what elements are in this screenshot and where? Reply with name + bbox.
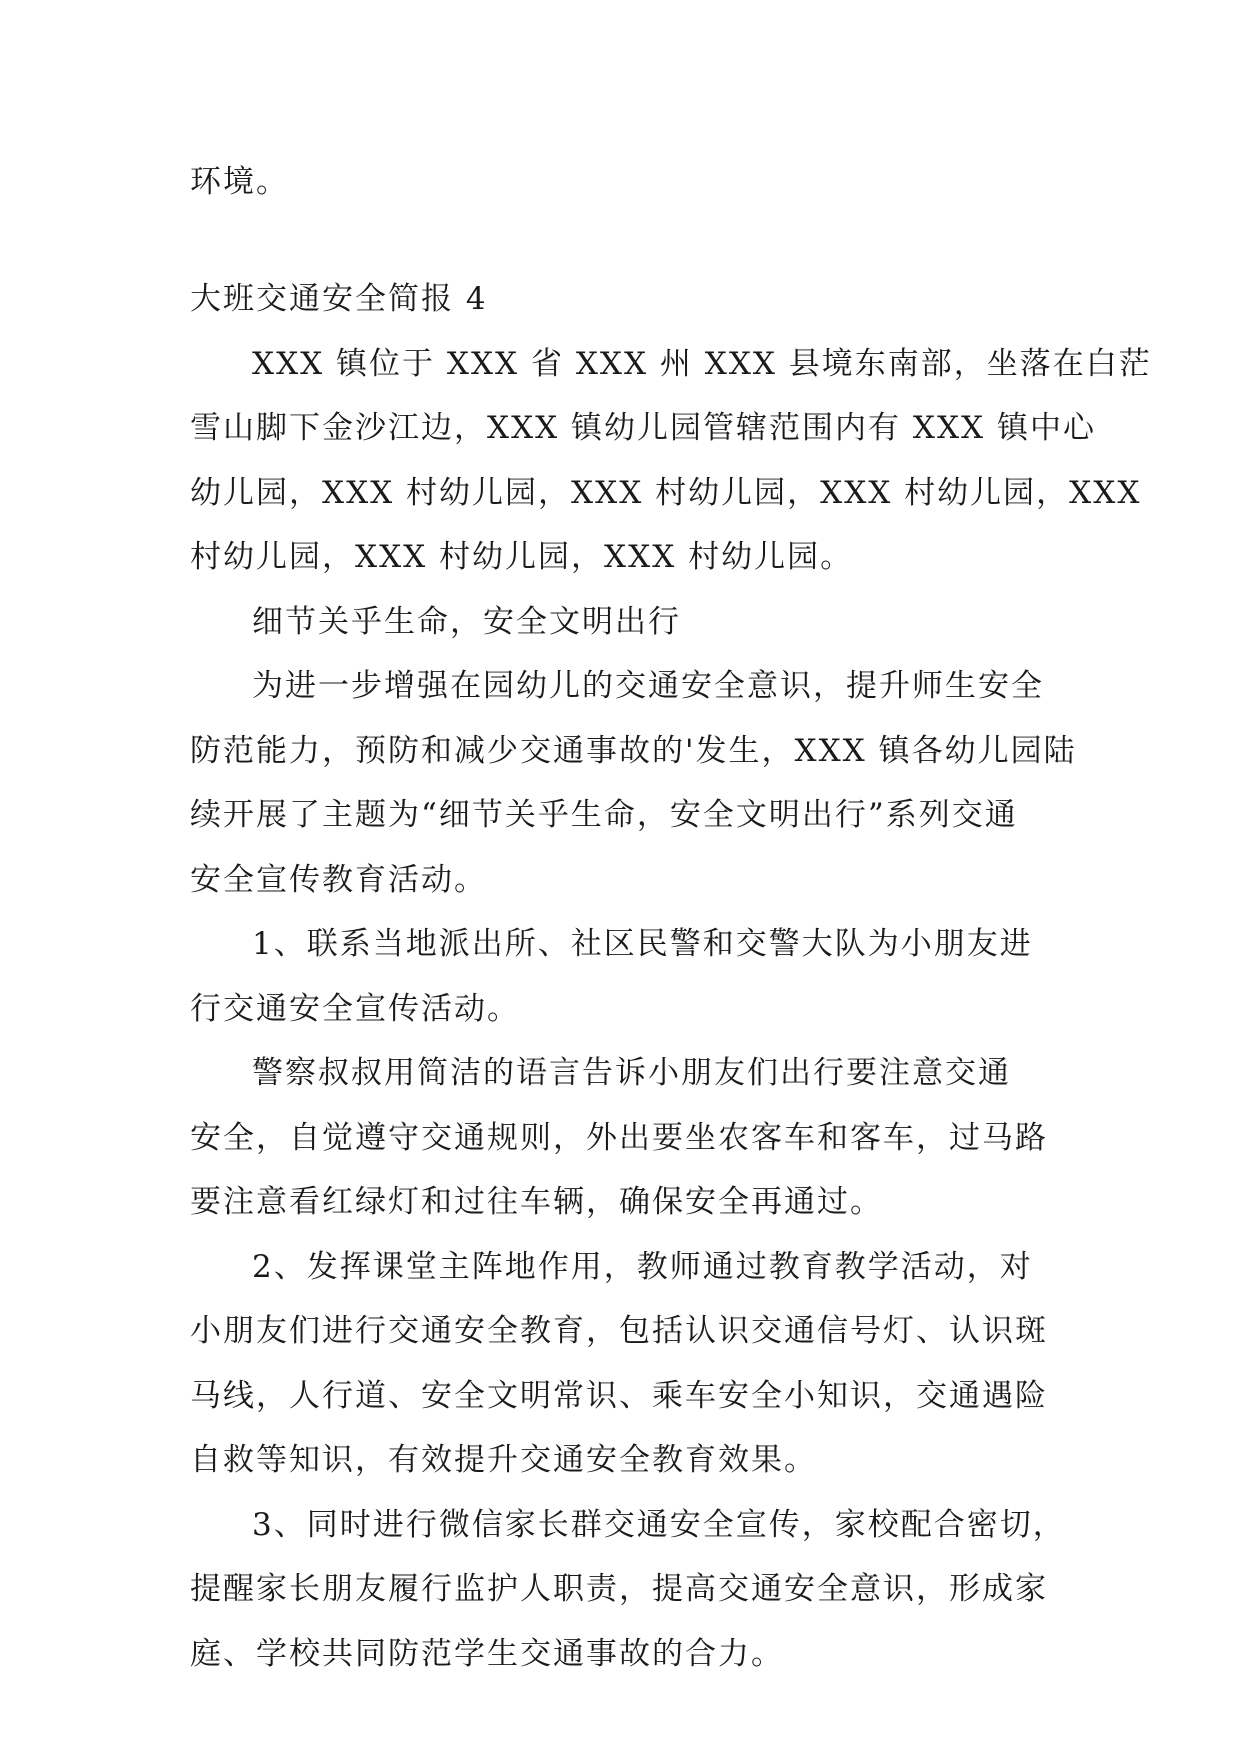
text-line: 小朋友们进行交通安全教育，包括认识交通信号灯、认识斑 bbox=[190, 1313, 1048, 1349]
paragraph-theme bbox=[190, 590, 1052, 655]
text-line: 2、发挥课堂主阵地作用，教师通过教育教学活动，对 bbox=[252, 1248, 1033, 1285]
text-line: 为进一步增强在园幼儿的交通安全意识，提升师生安全 bbox=[252, 668, 1044, 704]
text-line: 细节关乎生命，安全文明出行 bbox=[252, 603, 681, 640]
text-line: 自救等知识，有效提升交通安全教育效果。 bbox=[190, 1442, 817, 1478]
document-body bbox=[190, 267, 1152, 1686]
text-line: 1、联系当地派出所、社区民警和交警大队为小朋友进 bbox=[252, 926, 1033, 962]
section-title: 大班交通安全简报 4 bbox=[190, 281, 488, 317]
text-line: XXX 镇位于 XXX 省 XXX 州 XXX 县境东南部，坐落在白茫 bbox=[252, 345, 1152, 382]
text-line: 村幼儿园，XXX 村幼儿园，XXX 村幼儿园。 bbox=[190, 539, 854, 575]
text-line: 续开展了主题为“细节关乎生命，安全文明出行”系列交通 bbox=[190, 797, 1018, 833]
text-line: 警察叔叔用简洁的语言告诉小朋友们出行要注意交通 bbox=[252, 1055, 1011, 1091]
top-fragment bbox=[190, 150, 1052, 215]
text-line: 3、同时进行微信家长群交通安全宣传，家校配合密切， bbox=[252, 1506, 1066, 1543]
text-line: 要注意看红绿灯和过往车辆，确保安全再通过。 bbox=[190, 1184, 883, 1220]
text-line: 行交通安全宣传活动。 bbox=[190, 990, 520, 1027]
paragraph-intro bbox=[190, 332, 1152, 590]
text-line: 雪山脚下金沙江边，XXX 镇幼儿园管辖范围内有 XXX 镇中心 bbox=[190, 410, 1096, 446]
text-line: 安全宣传教育活动。 bbox=[190, 861, 487, 898]
text-line: 马线，人行道、安全文明常识、乘车安全小知识，交通遇险 bbox=[190, 1377, 1048, 1414]
text-line: 幼儿园，XXX 村幼儿园，XXX 村幼儿园，XXX 村幼儿园，XXX bbox=[190, 474, 1142, 511]
paragraph-item-1 bbox=[190, 912, 1052, 1041]
text-line: 防范能力，预防和减少交通事故的'发生，XXX 镇各幼儿园陆 bbox=[190, 732, 1077, 769]
text-line: 庭、学校共同防范学生交通事故的合力。 bbox=[190, 1635, 784, 1672]
paragraph-item-2 bbox=[190, 1235, 1052, 1493]
paragraph-item-3 bbox=[190, 1493, 1066, 1687]
text-line: 环境。 bbox=[190, 164, 289, 200]
text-line: 提醒家长朋友履行监护人职责，提高交通安全意识，形成家 bbox=[190, 1571, 1048, 1607]
paragraph-police bbox=[190, 1041, 1052, 1235]
paragraph-purpose bbox=[190, 654, 1077, 912]
text-line: 安全，自觉遵守交通规则，外出要坐农客车和客车，过马路 bbox=[190, 1119, 1048, 1156]
